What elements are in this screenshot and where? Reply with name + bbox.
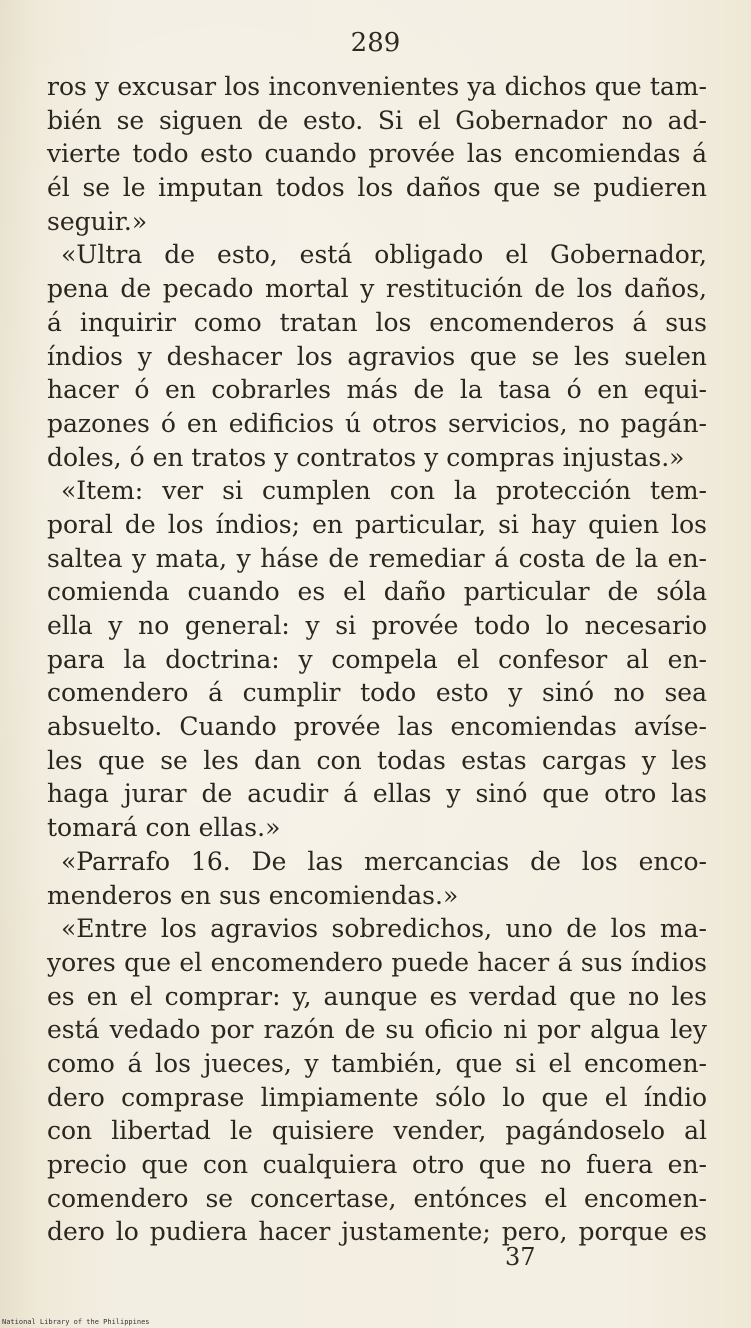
text-line: dero lo pudiera hacer justamente; pero, porque es: [47, 1217, 707, 1247]
text-line: ros y excusar los inconvenientes ya dichos que tam-: [47, 72, 707, 101]
text-line: bién se siguen de esto. Si el Gobernador no ad-: [47, 105, 707, 135]
text-line: precio que con cualquiera otro que no fuera en-: [47, 1150, 707, 1179]
text-line: como á los jueces, y también, que si el encomen-: [47, 1048, 707, 1078]
text-line: está vedado por razón de su oficio ni por algua ley: [47, 1015, 707, 1045]
text-line: poral de los índios; en particular, si hay quien los: [47, 509, 707, 539]
text-line: es en el comprar: y, aunque es verdad que no les: [47, 981, 707, 1011]
text-line: él se le imputan todos los daños que se pudieren: [47, 173, 707, 203]
text-line: ella y no general: y si provée todo lo necesario: [47, 611, 707, 640]
text-line: comienda cuando es el daño particular de sóla: [47, 577, 707, 607]
page-number: 289: [350, 28, 401, 58]
text-line: «Item: ver si cumplen con la protección tem-: [61, 476, 707, 506]
text-line: vierte todo esto cuando provée las encomiendas á: [47, 139, 707, 169]
text-line: comendero se concertase, entónces el encomen-: [47, 1183, 707, 1213]
signature-mark: 37: [505, 1243, 536, 1271]
text-line: pena de pecado mortal y restitución de los daños,: [47, 274, 707, 304]
text-line: haga jurar de acudir á ellas y sinó que otro las: [47, 779, 707, 809]
text-line: hacer ó en cobrarles más de la tasa ó en equi-: [47, 375, 707, 405]
text-line: les que se les dan con todas estas cargas y les: [47, 745, 707, 775]
text-line: tomará con ellas.»: [47, 813, 281, 843]
text-line: menderos en sus encomiendas.»: [47, 880, 459, 910]
text-line: «Entre los agravios sobredichos, uno de los ma-: [61, 914, 707, 944]
library-footer: National Library of the Philippines: [2, 1318, 150, 1326]
text-line: absuelto. Cuando provée las encomiendas avíse-: [47, 712, 707, 742]
body-text: [47, 70, 707, 1249]
text-line: comendero á cumplir todo esto y sinó no sea: [47, 678, 707, 708]
text-line: á inquirir como tratan los encomenderos á sus: [47, 307, 707, 337]
text-line: con libertad le quisiere vender, pagándoselo al: [47, 1116, 707, 1146]
text-line: doles, ó en tratos y contratos y compras injustas.»: [47, 442, 685, 472]
text-line: índios y deshacer los agravios que se les suelen: [47, 341, 707, 371]
text-line: «Ultra de esto, está obligado el Gobernador,: [61, 240, 707, 270]
text-line: seguir.»: [47, 206, 148, 236]
text-line: yores que el encomendero puede hacer á sus índios: [47, 947, 707, 977]
text-line: pazones ó en edificios ú otros servicios, no pagán-: [47, 408, 707, 438]
text-line: saltea y mata, y háse de remediar á costa de la en-: [47, 543, 707, 573]
text-line: dero comprase limpiamente sólo lo que el índio: [47, 1082, 707, 1112]
text-line: «Parrafo 16. De las mercancias de los enco-: [61, 846, 707, 876]
text-line: para la doctrina: y compela el confesor al en-: [47, 644, 707, 674]
